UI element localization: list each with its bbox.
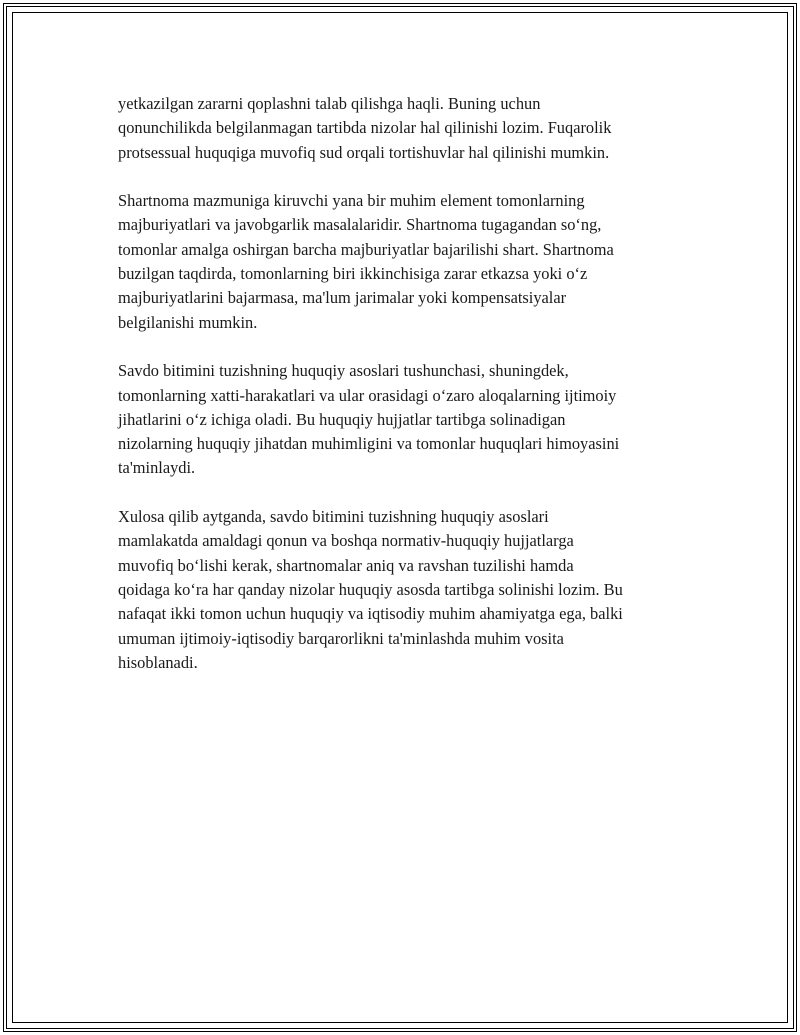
- paragraph-1: [118, 92, 688, 165]
- text-line: buzilgan taqdirda, tomonlarning biri ikkinchisiga zarar etkazsa yoki o‘z: [118, 264, 588, 284]
- text-line: qoidaga ko‘ra har qanday nizolar huquqiy asosda tartibga solinishi lozim. Bu: [118, 579, 623, 599]
- paragraph-2: [118, 189, 688, 335]
- text-line: ta'minlaydi.: [118, 458, 196, 478]
- text-line: umuman ijtimoiy-iqtisodiy barqarorlikni ta'minlashda muhim vosita: [118, 628, 564, 648]
- paragraph-4: [118, 505, 688, 675]
- text-line: muvofiq bo‘lishi kerak, shartnomalar aniq va ravshan tuzilishi hamda: [118, 555, 574, 575]
- text-line: majburiyatlarini bajarmasa, ma'lum jarimalar yoki kompensatsiyalar: [118, 288, 567, 308]
- text-line: protsessual huquqiga muvofiq sud orqali tortishuvlar hal qilinishi mumkin.: [118, 142, 610, 162]
- text-line: belgilanishi mumkin.: [118, 312, 258, 332]
- text-line: majburiyatlari va javobgarlik masalalaridir. Shartnoma tugagandan so‘ng,: [118, 215, 602, 235]
- text-line: tomonlarning xatti-harakatlari va ular orasidagi o‘zaro aloqalarning ijtimoiy: [118, 385, 617, 405]
- text-line: tomonlar amalga oshirgan barcha majburiyatlar bajarilishi shart. Shartnoma: [118, 239, 614, 259]
- paragraph-3: [118, 359, 688, 480]
- text-line: Shartnoma mazmuniga kiruvchi yana bir muhim element tomonlarning: [118, 191, 585, 211]
- text-line: Savdo bitimini tuzishning huquqiy asoslari tushunchasi, shuningdek,: [118, 361, 569, 381]
- text-line: yetkazilgan zararni qoplashni talab qilishga haqli. Buning uchun: [118, 94, 541, 113]
- text-line: nizolarning huquqiy jihatdan muhimligini va tomonlar huquqlari himoyasini: [118, 434, 620, 454]
- text-line: jihatlarini o‘z ichiga oladi. Bu huquqiy hujjatlar tartibga solinadigan: [118, 409, 566, 429]
- text-line: mamlakatda amaldagi qonun va boshqa normativ-huquqiy hujjatlarga: [118, 531, 574, 551]
- text-line: qonunchilikda belgilanmagan tartibda nizolar hal qilinishi lozim. Fuqarolik: [118, 118, 612, 138]
- text-line: nafaqat ikki tomon uchun huquqiy va iqtisodiy muhim ahamiyatga ega, balki: [118, 604, 623, 624]
- text-line: Xulosa qilib aytganda, savdo bitimini tuzishning huquqiy asoslari: [118, 507, 549, 527]
- document-body: [118, 92, 688, 699]
- text-line: hisoblanadi.: [118, 652, 198, 672]
